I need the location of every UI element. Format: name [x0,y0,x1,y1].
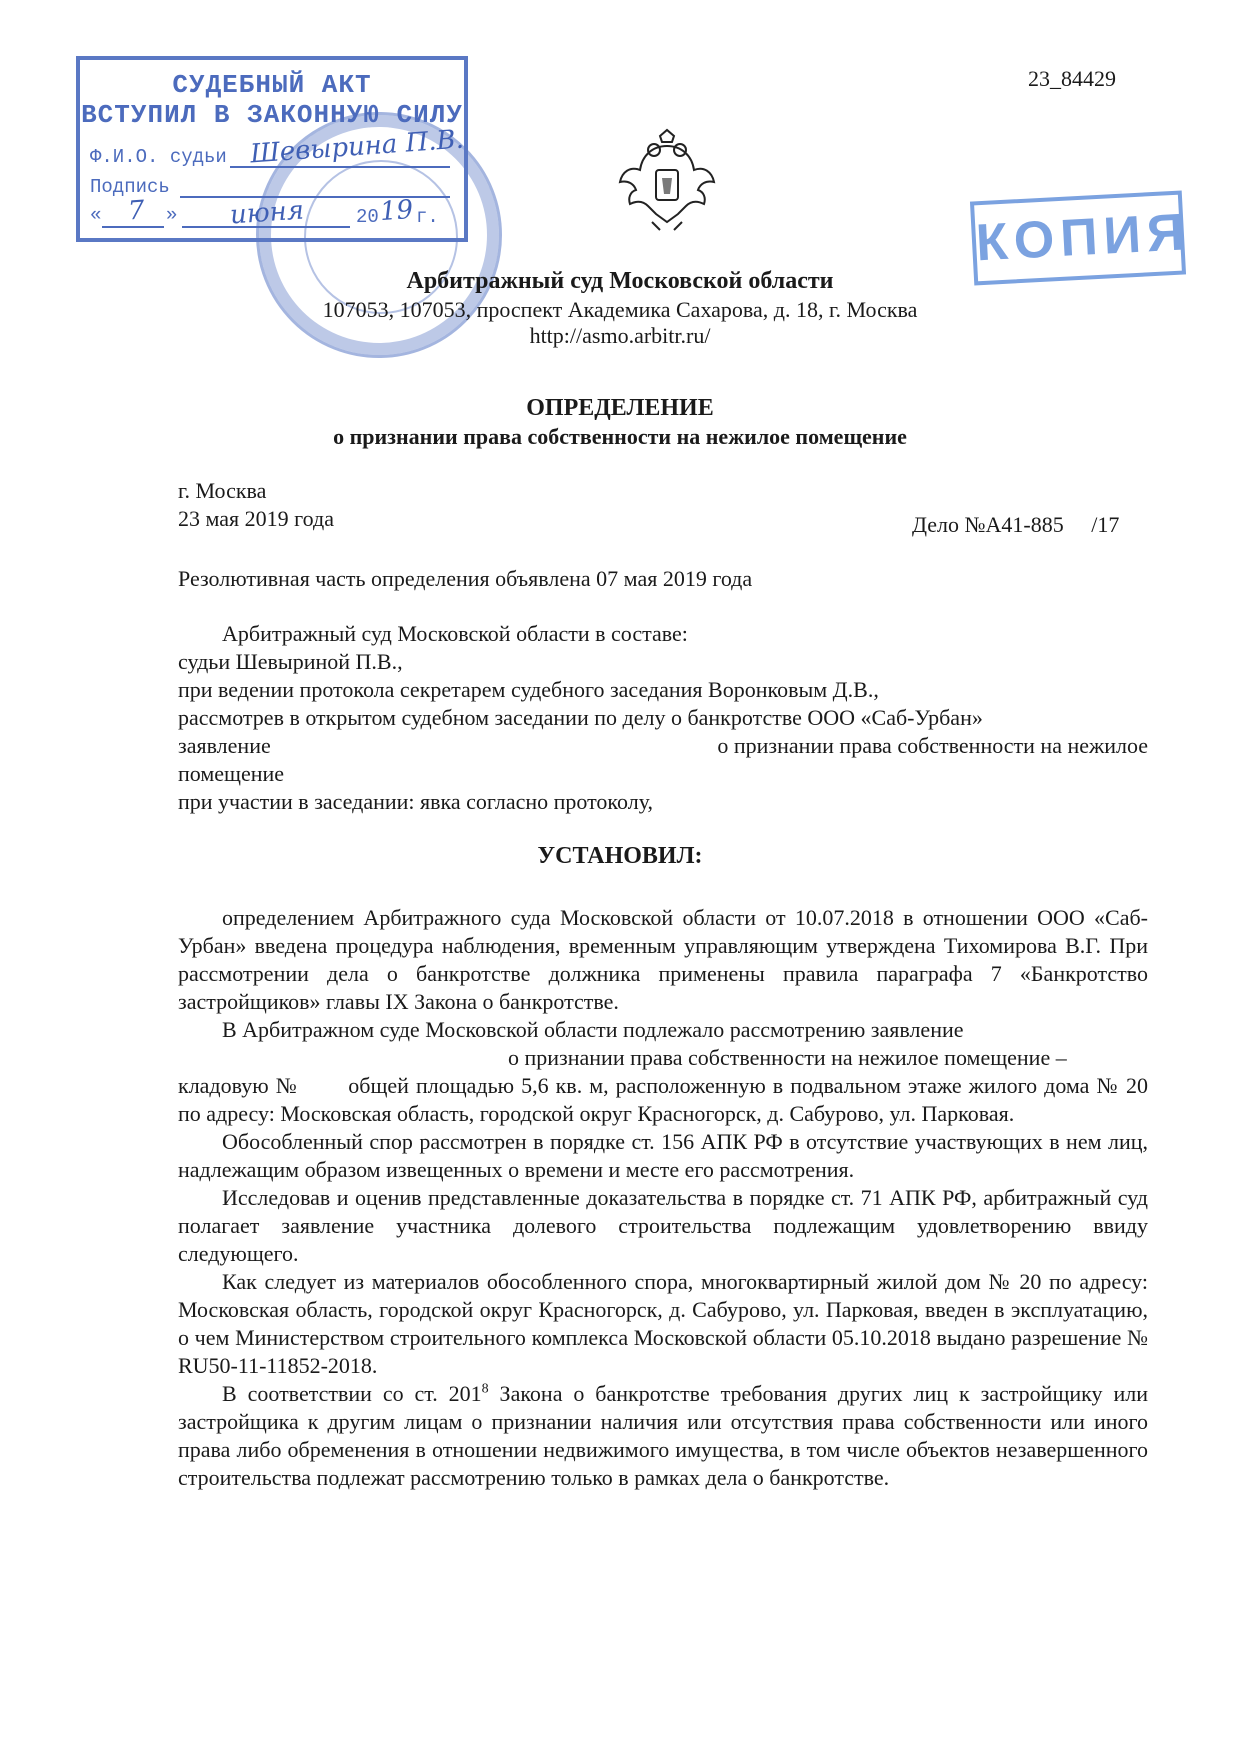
finding-paragraph-4: Исследовав и оценив представленные доказательства в порядке ст. 71 АПК РФ, арбитражный суд полагает заявление участника долевого строительства подлежащим удовлетворению ввиду следующего. [178,1185,1148,1266]
law-article-ref: В соответствии со ст. 201 [222,1381,482,1406]
intro-block [178,620,1148,816]
stamp-day-underline [102,226,164,228]
finding-paragraph-5: Как следует из материалов обособленного спора, многоквартирный жилой дом № 20 по адресу: Московская область, городской округ Красногорск, д. Сабурово, ул. Парковая, введен в эксплуатацию, о чем Министерством строительного комплекса Московской области 05.10.2018 выдано разрешение № RU50-11-11852-2018. [178,1269,1148,1378]
intro-attendance: при участии в заседании: явка согласно протоколу, [178,789,653,814]
storage-room-label: кладовую № [178,1073,299,1098]
findings-block [178,904,1148,1492]
intro-application-subject: о признании права собственности на нежилое [717,733,1148,758]
law-article-text: Закона о банкротстве требования других лиц к застройщику или застройщика к другим лицам о признании наличия или отсутствия права собственности или иного права либо обременения в отношении недвижимого имущества, в том числе объектов незавершенного строительства подлежат рассмотрению только в рамках дела о банкротстве. [178,1381,1148,1490]
document-number: 23_84429 [1028,66,1116,91]
stamp-date-day: 7 [126,195,146,227]
stamp-year-end: г. [416,206,439,228]
court-name: Арбитражный суд Московской области [406,268,834,294]
finding-paragraph-2a: В Арбитражном суде Московской области подлежало рассмотрению заявление [222,1017,964,1042]
copy-stamp: КОПИЯ [970,191,1186,286]
established-heading: УСТАНОВИЛ: [537,843,703,869]
storage-room-description: общей площадью 5,6 кв. м, расположенную в подвальном этаже жилого дома № 20 по адресу: Московская область, городской округ Красногорск, д. Сабурово, ул. Парковая. [178,1073,1149,1126]
stamp-line-2: ВСТУПИЛ В ЗАКОННУЮ СИЛУ [81,100,463,130]
intro-court: Арбитражный суд Московской области в составе: [222,621,688,646]
intro-application-line [178,732,1148,760]
intro-premises: помещение [178,761,285,786]
intro-judge: судьи Шевыриной П.В., [178,649,403,674]
city: г. Москва [178,478,267,503]
stamp-month-underline [182,226,350,228]
stamp-line-1: СУДЕБНЫЙ АКТ [172,70,372,100]
intro-secretary: при ведении протокола секретарем судебного заседания Воронковым Д.В., [178,677,879,702]
stamp-year-suffix: 19 [378,194,415,228]
finding-paragraph-6 [178,1380,1148,1492]
case-number: Дело №А41-885 /17 [912,512,1120,537]
court-address: 107053, 107053, проспект Академика Сахарова, д. 18, г. Москва [322,297,918,322]
document-subtitle: о признании права собственности на нежилое помещение [333,424,907,449]
finding-paragraph-1: определением Арбитражного суда Московской области от 10.07.2018 в отношении ООО «Саб-Урбан» введена процедура наблюдения, временным управляющим утверждена Тихомирова В.Г. При рассмотрении дела о банкротстве должника применены правила параграфа 7 «Банкротство застройщиков» главы IX Закона о банкротстве. [178,905,1148,1014]
stamp-year-prefix: 20 [356,206,379,228]
stamp-signature-label: Подпись [90,176,170,198]
coat-of-arms-emblem [612,126,722,236]
finding-paragraph-3: Обособленный спор рассмотрен в порядке ст. 156 АПК РФ в отсутствие участвующих в нем лиц, надлежащим образом извещенных о времени и месте его рассмотрения. [178,1129,1148,1182]
intro-considered: рассмотрев в открытом судебном заседании по делу о банкротстве ООО «Саб-Урбан» [178,705,983,730]
resolution-note: Резолютивная часть определения объявлена 07 мая 2019 года [178,566,753,591]
finding-paragraph-2b: о признании права собственности на нежилое помещение – [508,1045,1067,1070]
intro-application-word: заявление [178,733,271,758]
stamp-judge-handwriting: Шевырина П.В. [249,124,465,170]
law-article-superscript: 8 [481,1381,489,1397]
stamp-judge-label: Ф.И.О. судьи [90,146,227,168]
court-website: http://asmo.arbitr.ru/ [529,323,711,348]
legal-effect-stamp: СУДЕБНЫЙ АКТ ВСТУПИЛ В ЗАКОННУЮ СИЛУ Ф.И.О. судьи Шевырина П.В. Подпись « 7 » июня 20 19 г. [76,56,468,242]
document-date: 23 мая 2019 года [178,506,334,531]
finding-paragraph-2c [178,1072,1148,1128]
stamp-date-month: июня [229,195,305,231]
document-title: ОПРЕДЕЛЕНИЕ [526,395,714,421]
